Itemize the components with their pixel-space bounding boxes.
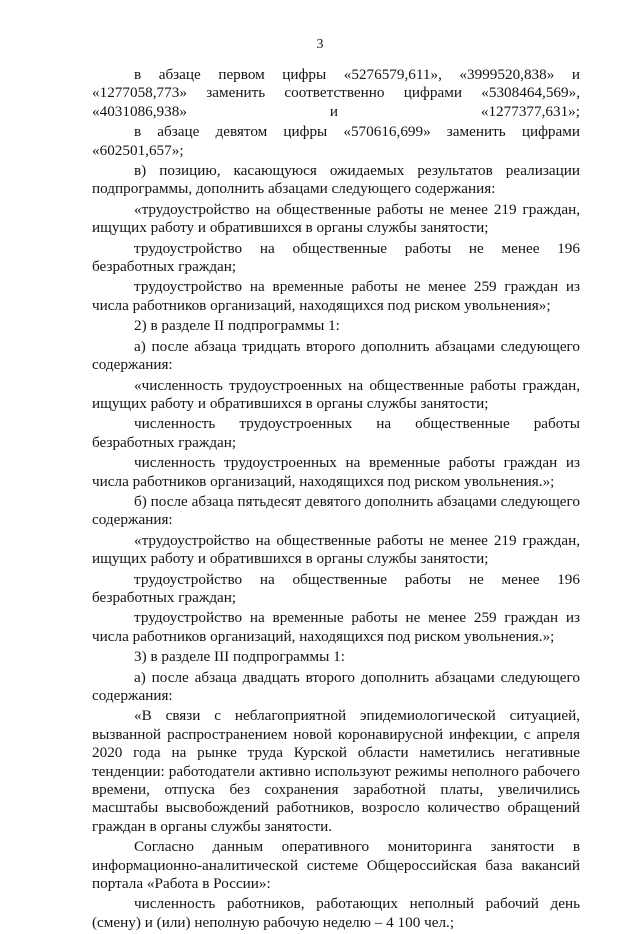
paragraph: «трудоустройство на общественные работы не менее 219 граждан, ищущих работу и обратившихся в органы службы занятости;	[92, 200, 580, 237]
page-number: 3	[316, 37, 324, 52]
paragraph: в абзаце первом цифры «5276579,611», «3999520,838» и «1277058,773» заменить соответственно цифрами «5308464,569», «4031086,938» и «1277377,631»;	[92, 66, 580, 120]
paragraph: а) после абзаца тридцать второго дополнить абзацами следующего содержания:	[92, 337, 580, 374]
paragraph: Согласно данным оперативного мониторинга занятости в информационно-аналитической системе Общероссийская база вакансий портала «Работа в России»:	[92, 838, 580, 893]
paragraph: трудоустройство на общественные работы не менее 196 безработных граждан;	[92, 570, 580, 606]
paragraph: в) позицию, касающуюся ожидаемых результатов реализации подпрограммы, дополнить абзацами следующего содержания:	[92, 162, 580, 198]
paragraph: 2) в разделе II подпрограммы 1:	[134, 317, 340, 335]
paragraph: трудоустройство на временные работы не менее 259 граждан из числа работников организаций, находящихся под риском увольнения»;	[92, 278, 580, 314]
paragraph: «В связи с неблагоприятной эпидемиологической ситуацией, вызванной распространением новой коронавирусной инфекции, с апреля 2020 года на рынке труда Курской области наметились негативные тенденции: работодатели активно используют режимы неполного рабочего времени, отпуска без сохранения заработной платы, увеличились масштабы высвобождений работников, возросло количество обращений граждан в органы службы занятости.	[92, 707, 580, 835]
paragraph: трудоустройство на общественные работы не менее 196 безработных граждан;	[92, 239, 580, 276]
paragraph: численность трудоустроенных на общественные работы безработных граждан;	[92, 415, 580, 451]
document-body	[92, 66, 580, 934]
paragraph: б) после абзаца пятьдесят девятого дополнить абзацами следующего содержания:	[92, 492, 580, 529]
paragraph: трудоустройство на временные работы не менее 259 граждан из числа работников организаций, находящихся под риском увольнения.»;	[92, 609, 580, 645]
paragraph: в абзаце девятом цифры «570616,699» заменить цифрами «602501,657»;	[92, 123, 580, 159]
paragraph: численность работников, работающих неполный рабочий день (смену) и (или) неполную рабочую неделю – 4 100 чел.;	[92, 895, 580, 931]
paragraph: 3) в разделе III подпрограммы 1:	[134, 648, 345, 666]
paragraph: «трудоустройство на общественные работы не менее 219 граждан, ищущих работу и обратившихся в органы службы занятости;	[92, 531, 580, 568]
paragraph: «численность трудоустроенных на общественные работы граждан, ищущих работу и обратившихся в органы службы занятости;	[92, 376, 580, 412]
paragraph: численность трудоустроенных на временные работы граждан из числа работников организаций, находящихся под риском увольнения.»;	[92, 454, 580, 490]
paragraph: а) после абзаца двадцать второго дополнить абзацами следующего содержания:	[92, 668, 580, 704]
